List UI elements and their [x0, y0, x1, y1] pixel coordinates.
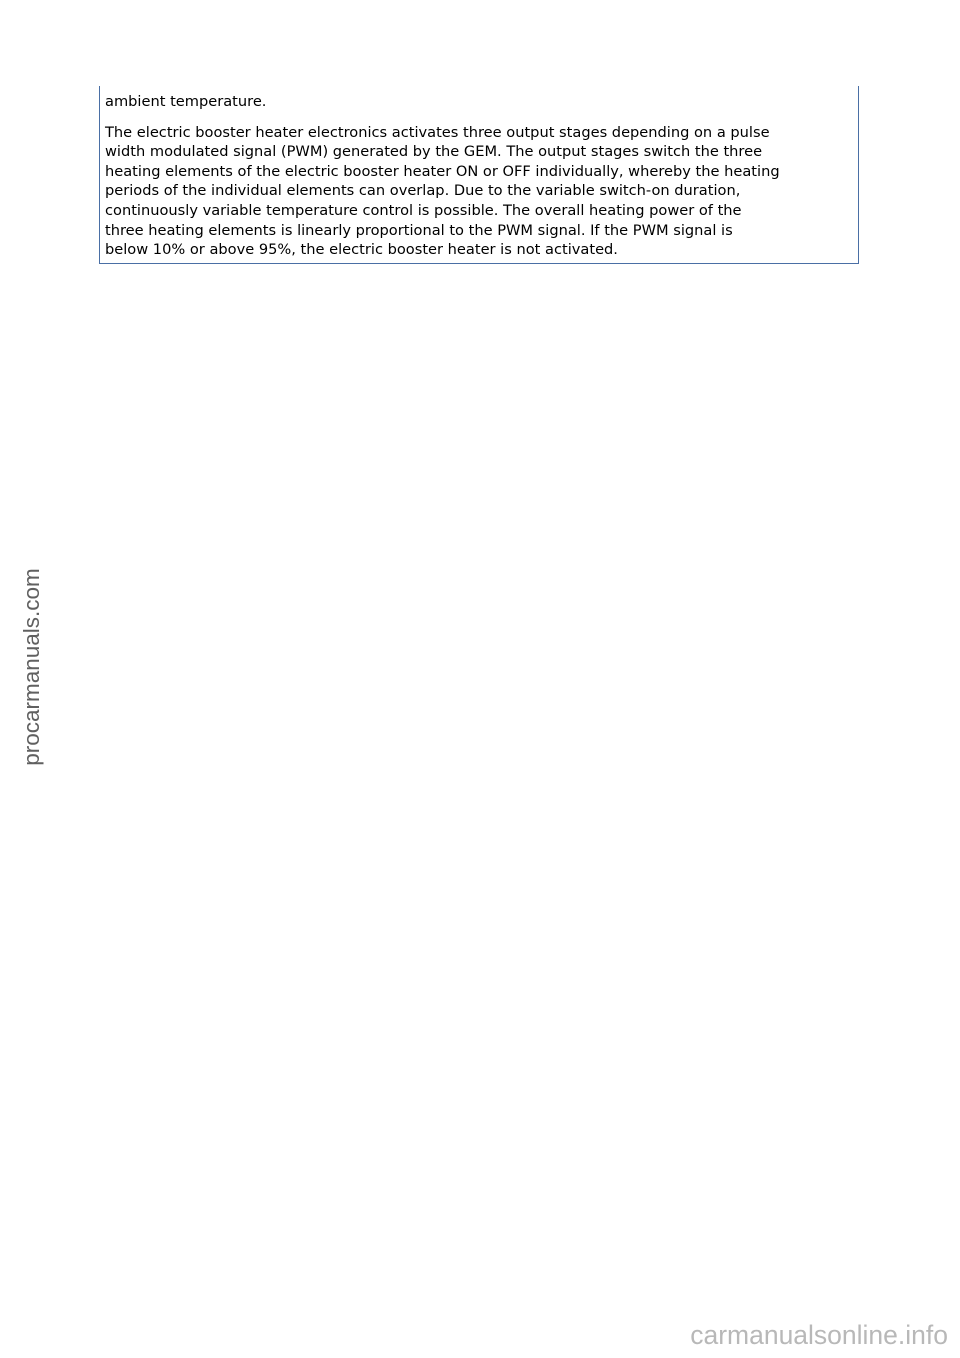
side-watermark — [20, 560, 44, 774]
text-line: width modulated signal (PWM) generated by the GEM. The output stages switch the three — [105, 143, 763, 161]
paragraph-ambient-temperature — [105, 92, 850, 112]
text-line: below 10% or above 95%, the electric booster heater is not activated. — [105, 241, 618, 259]
text-line: three heating elements is linearly proportional to the PWM signal. If the PWM signal is — [105, 221, 733, 239]
paragraph-booster-heater-electronics — [105, 123, 850, 260]
bottom-watermark: carmanualsonline.info — [690, 1320, 948, 1350]
text-line: periods of the individual elements can overlap. Due to the variable switch-on duration, — [105, 182, 741, 200]
text-line: ambient temperature. — [105, 93, 267, 110]
document-text-box — [99, 86, 859, 264]
text-line: continuously variable temperature control is possible. The overall heating power of the — [105, 201, 742, 219]
side-watermark-text: procarmanuals.com — [19, 568, 44, 766]
text-line: The electric booster heater electronics activates three output stages depending on a pulse — [105, 123, 770, 141]
text-line: heating elements of the electric booster heater ON or OFF individually, whereby the heating — [105, 162, 780, 180]
